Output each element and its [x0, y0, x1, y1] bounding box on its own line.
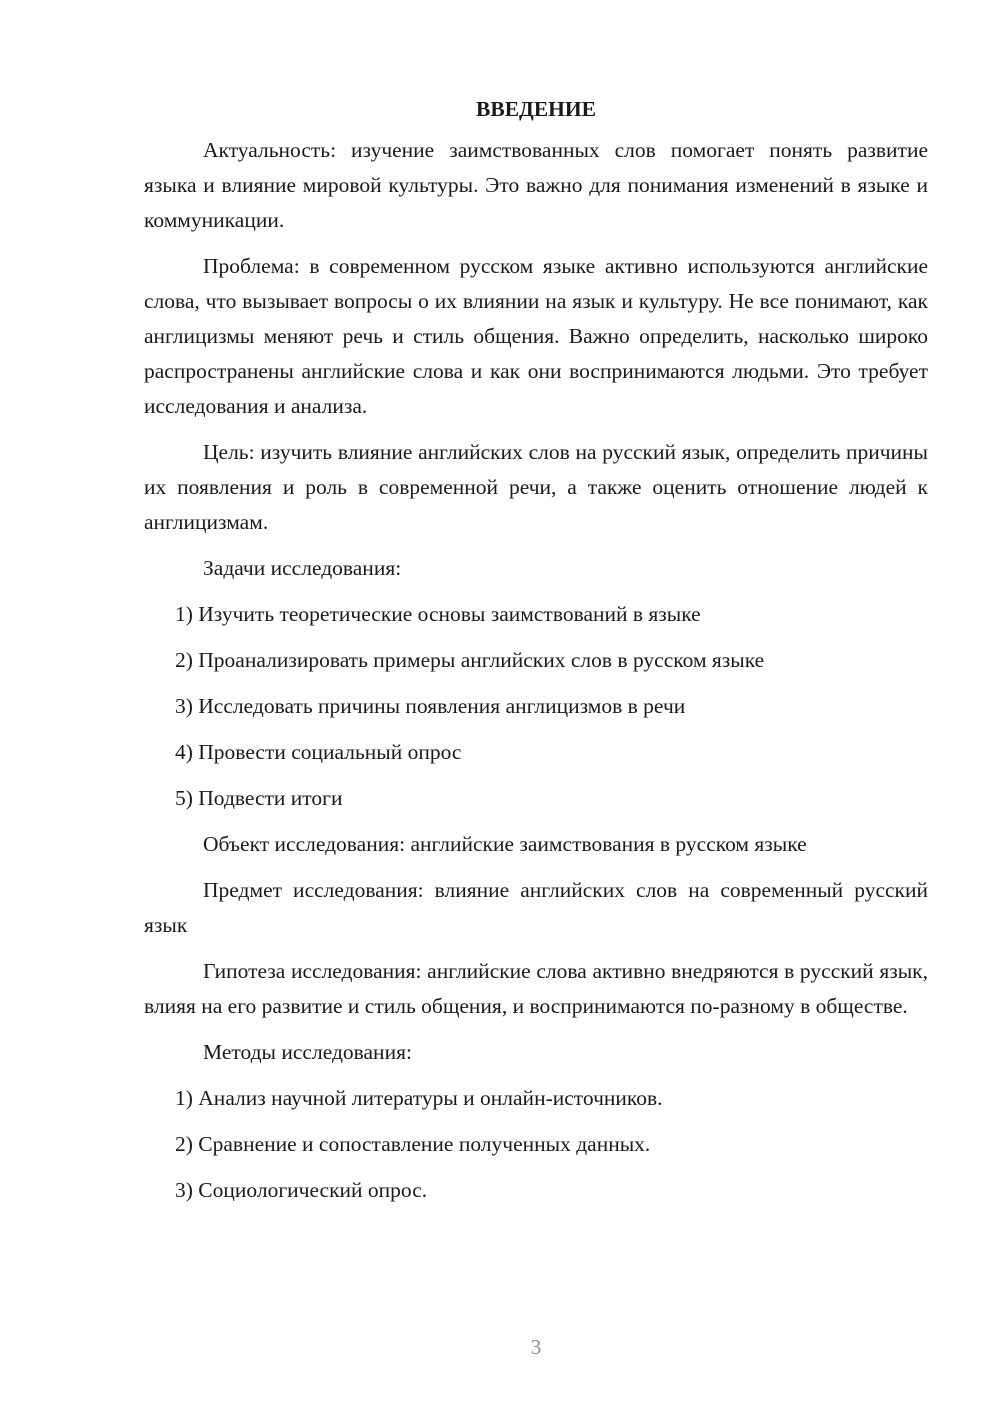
task-item: 5) Подвести итоги — [175, 786, 343, 810]
task-item: 2) Проанализировать примеры английских слов в русском языке — [175, 648, 765, 672]
methods-heading: Методы исследования: — [203, 1040, 412, 1064]
subject-paragraph: Предмет исследования: влияние английских слов на современный русский язык — [144, 878, 928, 937]
relevance-paragraph: Актуальность: изучение заимствованных слов помогает понять развитие языка и влияние мировой культуры. Это важно для понимания изменений в языке и коммуникации. — [144, 138, 928, 232]
goal-paragraph: Цель: изучить влияние английских слов на русский язык, определить причины их появления и роль в современной речи, а также оценить отношение людей к англицизмам. — [144, 440, 928, 534]
method-item: 1) Анализ научной литературы и онлайн-источников. — [175, 1086, 663, 1110]
problem-paragraph: Проблема: в современном русском языке активно используются английские слова, что вызывает вопросы о их влиянии на язык и культуру. Не все понимают, как англицизмы меняют речь и стиль общения. Важно определить, насколько широко распространены английские слова и как они воспринимаются людьми. Это требует исследования и анализа. — [144, 254, 928, 418]
task-item: 4) Провести социальный опрос — [175, 740, 462, 764]
hypothesis-paragraph: Гипотеза исследования: английские слова активно внедряются в русский язык, влияя на его развитие и стиль общения, и воспринимаются по-разному в обществе. — [144, 959, 928, 1018]
section-title: ВВЕДЕНИЕ — [476, 97, 596, 121]
document-body — [144, 92, 928, 1219]
task-item: 3) Исследовать причины появления англицизмов в речи — [175, 694, 686, 718]
method-item: 2) Сравнение и сопоставление полученных данных. — [175, 1132, 651, 1156]
tasks-heading: Задачи исследования: — [203, 556, 402, 580]
page-number: 3 — [530, 1335, 542, 1359]
task-item: 1) Изучить теоретические основы заимствований в языке — [175, 602, 701, 626]
method-item: 3) Социологический опрос. — [175, 1178, 428, 1202]
object-paragraph: Объект исследования: английские заимствования в русском языке — [203, 832, 807, 856]
